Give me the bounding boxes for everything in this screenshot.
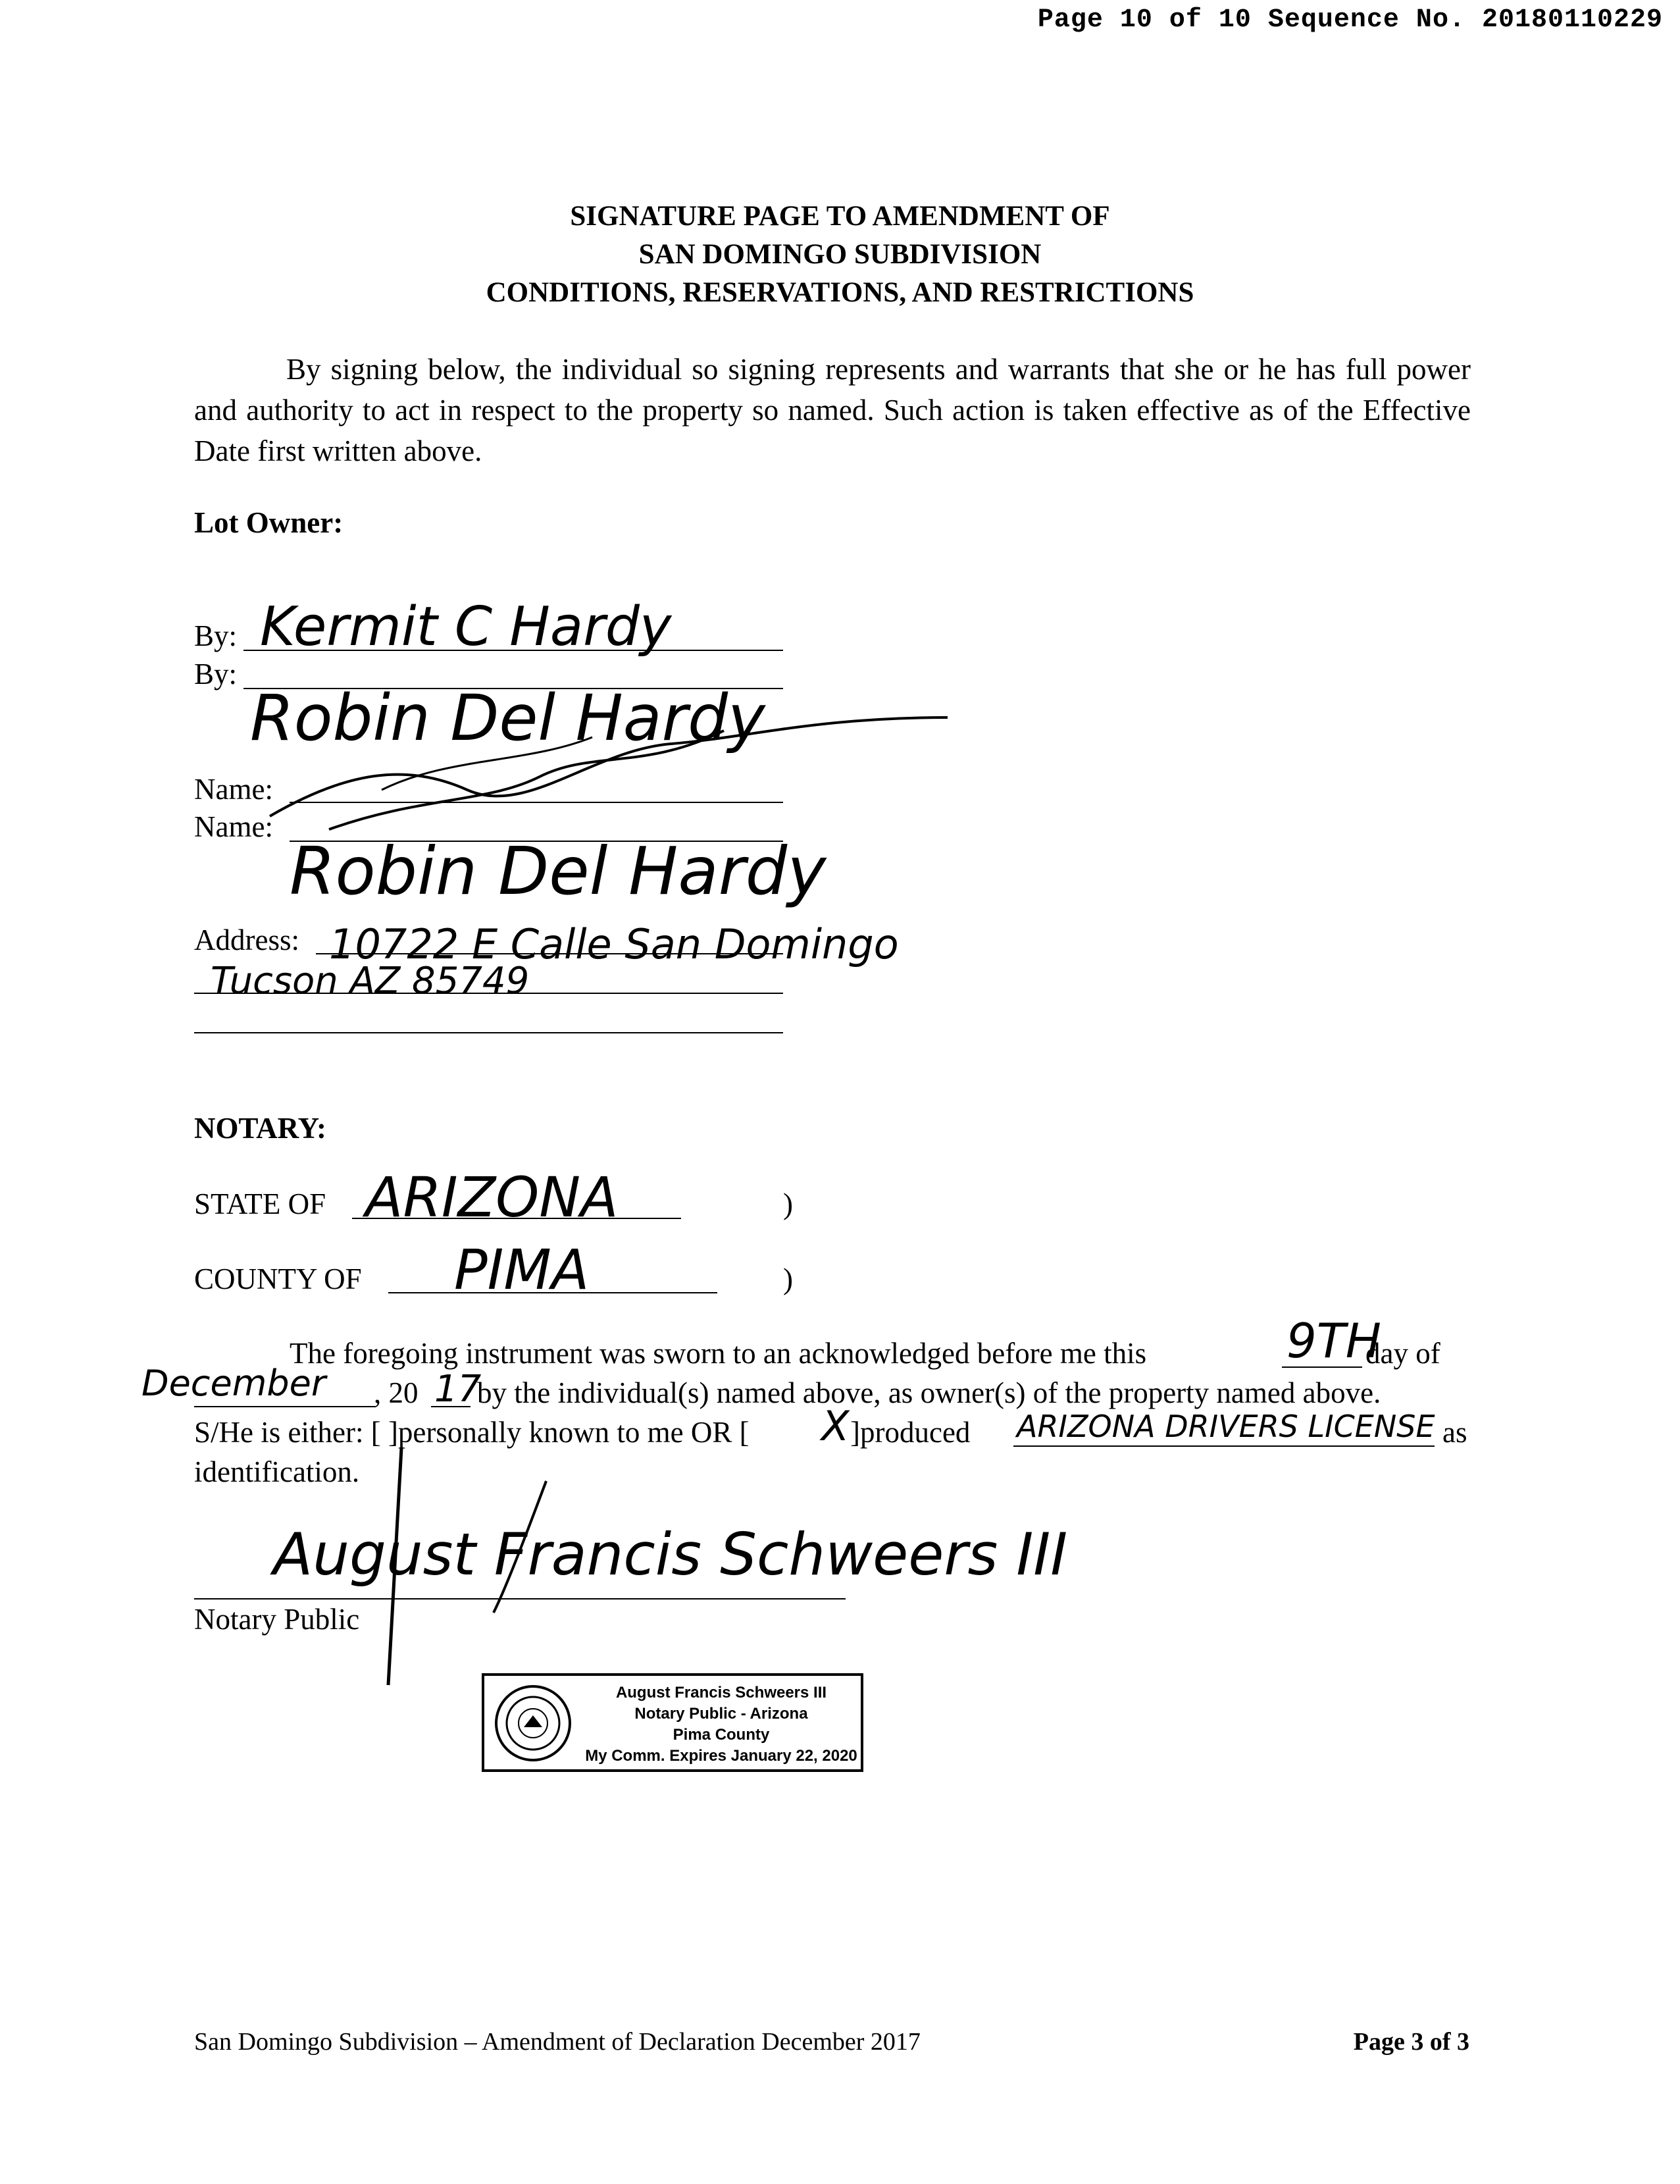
- handwritten-state: ARIZONA: [365, 1165, 619, 1230]
- notary-stamp: [482, 1673, 863, 1772]
- name-label-1: Name:: [194, 773, 273, 806]
- intro-paragraph: [194, 349, 1471, 471]
- handwritten-signature-kermit: Kermit C Hardy: [260, 596, 672, 658]
- stamp-line-1: August Francis Schweers III: [615, 1684, 827, 1702]
- handwritten-year: 17: [434, 1368, 482, 1411]
- footer-page-number: Page 3 of 3: [1353, 2028, 1469, 2056]
- arizona-seal-icon: [494, 1684, 573, 1763]
- ack-text-5: ]produced: [850, 1416, 971, 1449]
- handwritten-month: December: [141, 1363, 326, 1404]
- handwritten-check: X: [821, 1402, 850, 1450]
- name-label-2: Name:: [194, 810, 273, 843]
- state-label: STATE OF: [194, 1187, 326, 1220]
- ack-text-1: The foregoing instrument was sworn to an acknowledged before me this: [290, 1337, 1147, 1370]
- footer-left: San Domingo Subdivision – Amendment of Declaration December 2017: [194, 2028, 921, 2056]
- year-line: [431, 1406, 471, 1407]
- notary-public-label: Notary Public: [194, 1603, 360, 1636]
- ack-text-7: identification.: [194, 1455, 360, 1488]
- handwritten-signature-robin-1: Robin Del Hardy: [250, 681, 765, 755]
- sequence-header: Page 10 of 10 Sequence No. 20180110229: [1037, 5, 1663, 35]
- handwritten-county: PIMA: [454, 1237, 590, 1302]
- month-line: [194, 1406, 375, 1407]
- stamp-line-4: My Comm. Expires January 22, 2020: [585, 1747, 857, 1765]
- id-line: [1013, 1445, 1435, 1447]
- title-line-1: SIGNATURE PAGE TO AMENDMENT OF: [570, 201, 1110, 232]
- handwritten-id: ARIZONA DRIVERS LICENSE: [1017, 1409, 1435, 1444]
- year-prefix: , 20: [374, 1376, 419, 1409]
- signature-scribble: [250, 691, 961, 843]
- stamp-line-3: Pima County: [673, 1726, 770, 1744]
- stamp-text: [583, 1682, 859, 1767]
- stamp-line-2: Notary Public - Arizona: [634, 1705, 808, 1723]
- handwritten-address-line-2: Tucson AZ 85749: [211, 960, 530, 1002]
- ack-text-6: as: [1442, 1416, 1467, 1449]
- handwritten-address-line-1: 10722 E Calle San Domingo: [329, 920, 899, 968]
- lot-owner-heading: Lot Owner:: [194, 506, 344, 539]
- by-label-1: By:: [194, 619, 238, 652]
- notary-signature-line: [194, 1598, 846, 1599]
- address-label: Address:: [194, 923, 299, 956]
- county-label: COUNTY OF: [194, 1262, 362, 1295]
- notary-heading: NOTARY:: [194, 1112, 326, 1145]
- handwritten-day: 9TH: [1286, 1313, 1381, 1368]
- ack-text-2: day of: [1365, 1337, 1440, 1370]
- notary-signature-strokes: [309, 1442, 586, 1692]
- ack-text-4: S/He is either: [ ]personally known to me OR [: [194, 1416, 750, 1449]
- title-line-3: CONDITIONS, RESERVATIONS, AND RESTRICTIONS: [486, 277, 1194, 308]
- handwritten-name-robin: Robin Del Hardy: [290, 833, 827, 910]
- county-paren: ): [783, 1262, 793, 1295]
- notary-signature: August Francis Schweers III: [273, 1521, 1068, 1588]
- document-title: [0, 197, 1680, 312]
- address-line-3: [194, 1032, 783, 1033]
- ack-text-3: by the individual(s) named above, as owner(s) of the property named above.: [477, 1376, 1381, 1409]
- by-label-2: By:: [194, 658, 238, 690]
- state-paren: ): [783, 1187, 793, 1220]
- title-line-2: SAN DOMINGO SUBDIVISION: [638, 239, 1042, 270]
- intro-text: By signing below, the individual so signing represents and warrants that she or he has full power and authority to act in respect to the property so named. Such action is taken effective as of the Effective Date first written above.: [194, 353, 1471, 467]
